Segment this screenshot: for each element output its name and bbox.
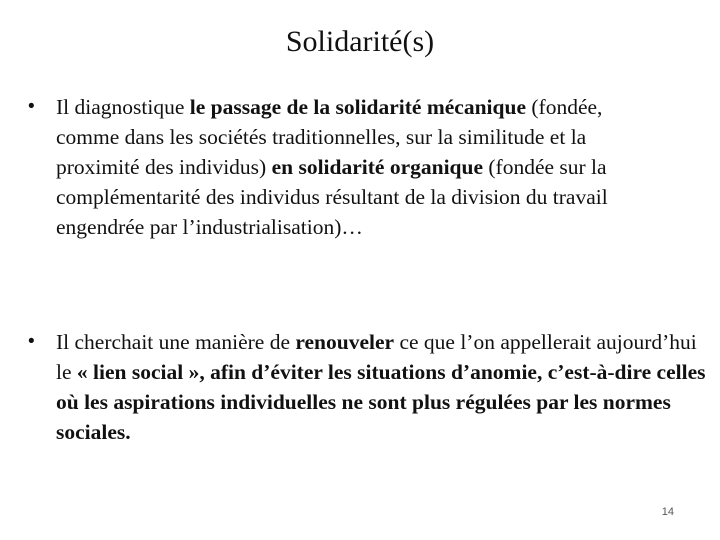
page-number: 14 bbox=[661, 506, 674, 518]
bullet-text bbox=[56, 95, 608, 239]
bullet-marker: • bbox=[28, 331, 35, 352]
bullet-text bbox=[56, 330, 706, 444]
text-segment: ce que l’on appellerait aujourd’hui le bbox=[56, 330, 697, 384]
slide-title: Solidarité(s) bbox=[285, 25, 435, 58]
bold-segment: en solidarité organique bbox=[271, 155, 483, 179]
text-segment: Il diagnostique bbox=[56, 95, 190, 119]
bullet-marker: • bbox=[28, 96, 35, 117]
bold-segment: le passage de la solidarité mécanique bbox=[189, 95, 526, 119]
bullet-item bbox=[28, 327, 706, 447]
text-segment: (fondée, comme dans les sociétés traditionnelles, sur la similitude et la proximité des individus) bbox=[56, 95, 603, 179]
bullet-item bbox=[28, 92, 666, 242]
bold-segment: renouveler bbox=[295, 330, 395, 354]
bold-segment: « lien social », afin d’éviter les situations d’anomie, c’est-à-dire celles où les aspirations individuelles ne sont plus régulées par les normes sociales. bbox=[56, 360, 706, 444]
text-segment: (fondée sur la complémentarité des individus résultant de la division du travail engendrée par l’industrialisation)… bbox=[56, 155, 608, 239]
text-segment: Il cherchait une manière de bbox=[56, 330, 296, 354]
